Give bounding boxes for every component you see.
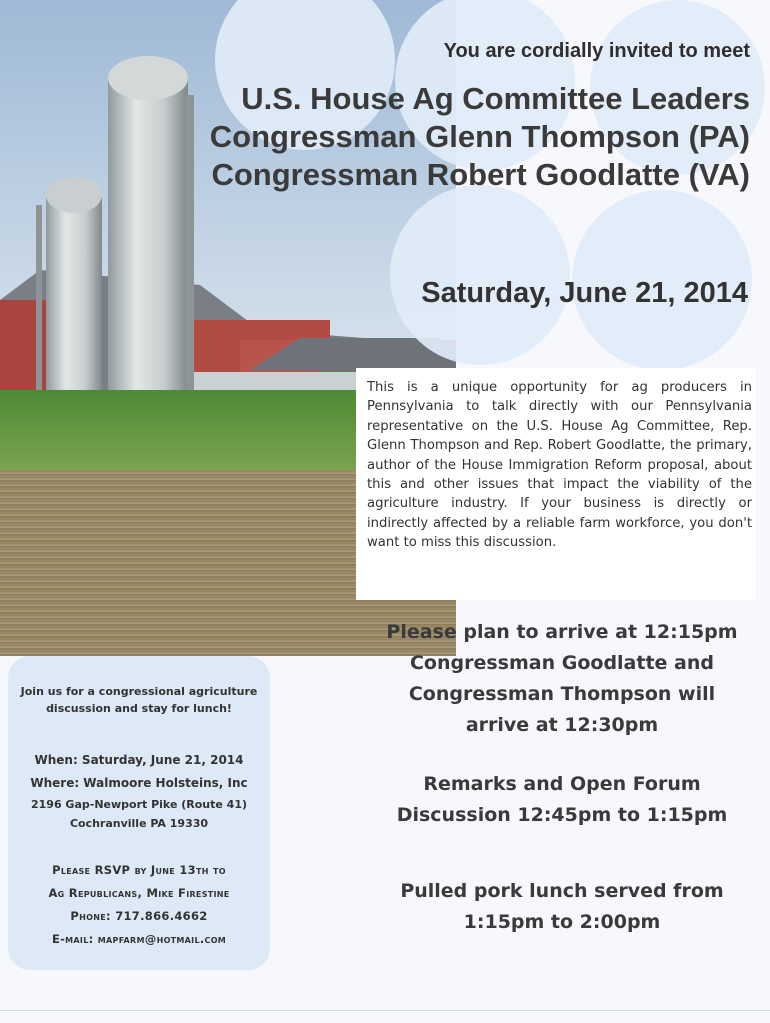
forum-schedule [372,769,752,831]
schedule-line: Congressman Goodlatte and [409,652,714,674]
schedule-line: Congressman Thompson will [408,683,716,705]
when-line: When: Saturday, June 21, 2014 [34,753,244,767]
rsvp-line: Please RSVP by June 13th to [52,863,226,877]
lunch-schedule [372,876,752,938]
schedule-line: 1:15pm to 2:00pm [463,911,661,933]
decorative-circle [390,185,570,365]
arrival-schedule [372,617,752,741]
address-line-2: Cochranville PA 19330 [69,817,209,830]
schedule-line: Pulled pork lunch served from [400,880,724,902]
join-message [8,683,270,717]
title-line-thompson: Congressman Glenn Thompson (PA) [209,119,750,154]
page-title [50,80,750,194]
rsvp-email[interactable]: E-mail: mapfarm@hotmail.com [51,932,227,946]
schedule-line: Remarks and Open Forum [423,773,701,795]
event-date: Saturday, June 21, 2014 [421,277,748,309]
page-edge-line [0,1010,770,1011]
rsvp-contact: Ag Republicans, Mike Firestine [48,886,230,900]
schedule-line: arrive at 12:30pm [465,714,659,736]
invitation-line: You are cordially invited to meet [443,40,750,62]
rsvp-phone: Phone: 717.866.4662 [70,909,208,923]
address-line-1: 2196 Gap-Newport Pike (Route 41) [30,798,248,811]
schedule-line: Please plan to arrive at 12:15pm [386,621,738,643]
title-line-goodlatte: Congressman Robert Goodlatte (VA) [211,157,750,192]
schedule-line: Discussion 12:45pm to 1:15pm [396,804,728,826]
join-line: Join us for a congressional agriculture [20,685,258,698]
join-line: discussion and stay for lunch! [46,702,232,715]
title-line-committee: U.S. House Ag Committee Leaders [241,81,750,116]
event-description: This is a unique opportunity for ag producers in Pennsylvania to talk directly with our Pennsylvania representative on the U.S. House Ag Committee, Rep. Glenn Thompson and Rep. Robert Goodlatte, the primary, author of the House Immigration Reform proposal, about this and other issues that impact the viability of the agriculture industry. If your business is directly or indirectly affected by a reliable farm workforce, you don't want to miss this discussion. [367,380,752,551]
where-line: Where: Walmoore Holsteins, Inc [30,776,248,790]
